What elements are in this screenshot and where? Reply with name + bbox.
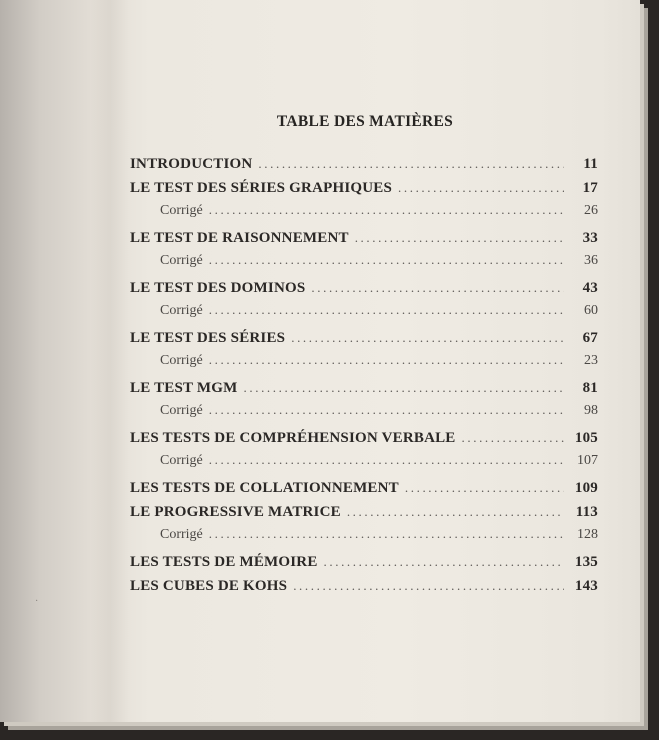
toc-entry-label: LES TESTS DE COMPRÉHENSION VERBALE [130,430,456,446]
toc-leader-dots [209,400,564,420]
toc-leader-dots [405,476,564,500]
toc-leader-dots [209,450,564,470]
toc-leader-dots [209,300,564,320]
toc-entry-label: LE TEST DES DOMINOS [130,280,306,296]
page-speck: · [35,596,39,607]
toc-entry-page: 113 [575,504,598,520]
toc-entry [130,524,598,544]
toc-leader-dots [291,326,564,350]
toc-entry [130,176,598,200]
toc-leader-dots [209,200,564,220]
toc-leader-dots [311,276,564,300]
toc-entry-label: Corrigé [160,527,203,542]
toc-entry [130,500,598,524]
toc-entry-page: 11 [583,156,598,172]
page-binding-shadow [90,0,130,722]
toc-entry-label: LES TESTS DE MÉMOIRE [130,554,318,570]
toc-entry [130,550,598,574]
toc-entry [130,476,598,500]
toc-entry-label: Corrigé [160,253,203,268]
toc-entry-page: 23 [584,353,598,368]
toc-leader-dots [209,524,564,544]
toc-entry [130,426,598,450]
toc-entry-label: LE PROGRESSIVE MATRICE [130,504,341,520]
toc-entry [130,152,598,176]
toc-entry [130,450,598,470]
toc-entry [130,326,598,350]
toc-entry-page: 60 [584,303,598,318]
toc-entry-label: LES TESTS DE COLLATIONNEMENT [130,480,399,496]
toc-entry-label: Corrigé [160,203,203,218]
toc-entry [130,400,598,420]
toc-leader-dots [209,250,564,270]
toc-entry-label: LE TEST DES SÉRIES [130,330,286,346]
toc-entry [130,200,598,220]
toc-entry [130,376,598,400]
toc-entry-label: Corrigé [160,353,203,368]
toc-leader-dots [293,574,564,598]
toc-entry-page: 107 [577,453,598,468]
toc-leader-dots [398,176,564,200]
toc-entry [130,276,598,300]
toc-entry-label: Corrigé [160,453,203,468]
toc-entry-label: INTRODUCTION [130,156,253,172]
toc-entry-page: 143 [574,578,598,594]
toc-entry-page: 135 [574,554,598,570]
toc-entry-page: 81 [582,380,598,396]
toc-entry [130,350,598,370]
toc-leader-dots [462,426,564,450]
page-title: TABLE DES MATIÈRES [276,113,454,130]
toc-entry [130,300,598,320]
toc-leader-dots [209,350,564,370]
toc-entry-page: 17 [582,180,598,196]
toc-entry-label: LES CUBES DE KOHS [130,578,288,594]
toc-entry [130,250,598,270]
toc-leader-dots [244,376,564,400]
toc-entry-page: 33 [582,230,598,246]
toc-entry-label: LE TEST DE RAISONNEMENT [130,230,349,246]
toc-leader-dots [347,500,564,524]
toc-entry-page: 36 [584,253,598,268]
toc-entry-label: Corrigé [160,403,203,418]
toc-entry-page: 98 [584,403,598,418]
toc-entry-label: LE TEST MGM [130,380,238,396]
toc-leader-dots [355,226,564,250]
toc-entry-page: 43 [582,280,598,296]
toc-entry [130,226,598,250]
toc-entry-page: 105 [574,430,598,446]
toc-entry [130,574,598,598]
toc-entry-label: LE TEST DES SÉRIES GRAPHIQUES [130,180,393,196]
toc-entry-page: 67 [582,330,598,346]
toc-leader-dots [324,550,564,574]
toc-entry-page: 109 [574,480,598,496]
toc-entry-page: 26 [584,203,598,218]
toc-leader-dots [258,152,564,176]
table-of-contents [130,152,598,598]
toc-entry-label: Corrigé [160,303,203,318]
toc-entry-page: 128 [577,527,598,542]
